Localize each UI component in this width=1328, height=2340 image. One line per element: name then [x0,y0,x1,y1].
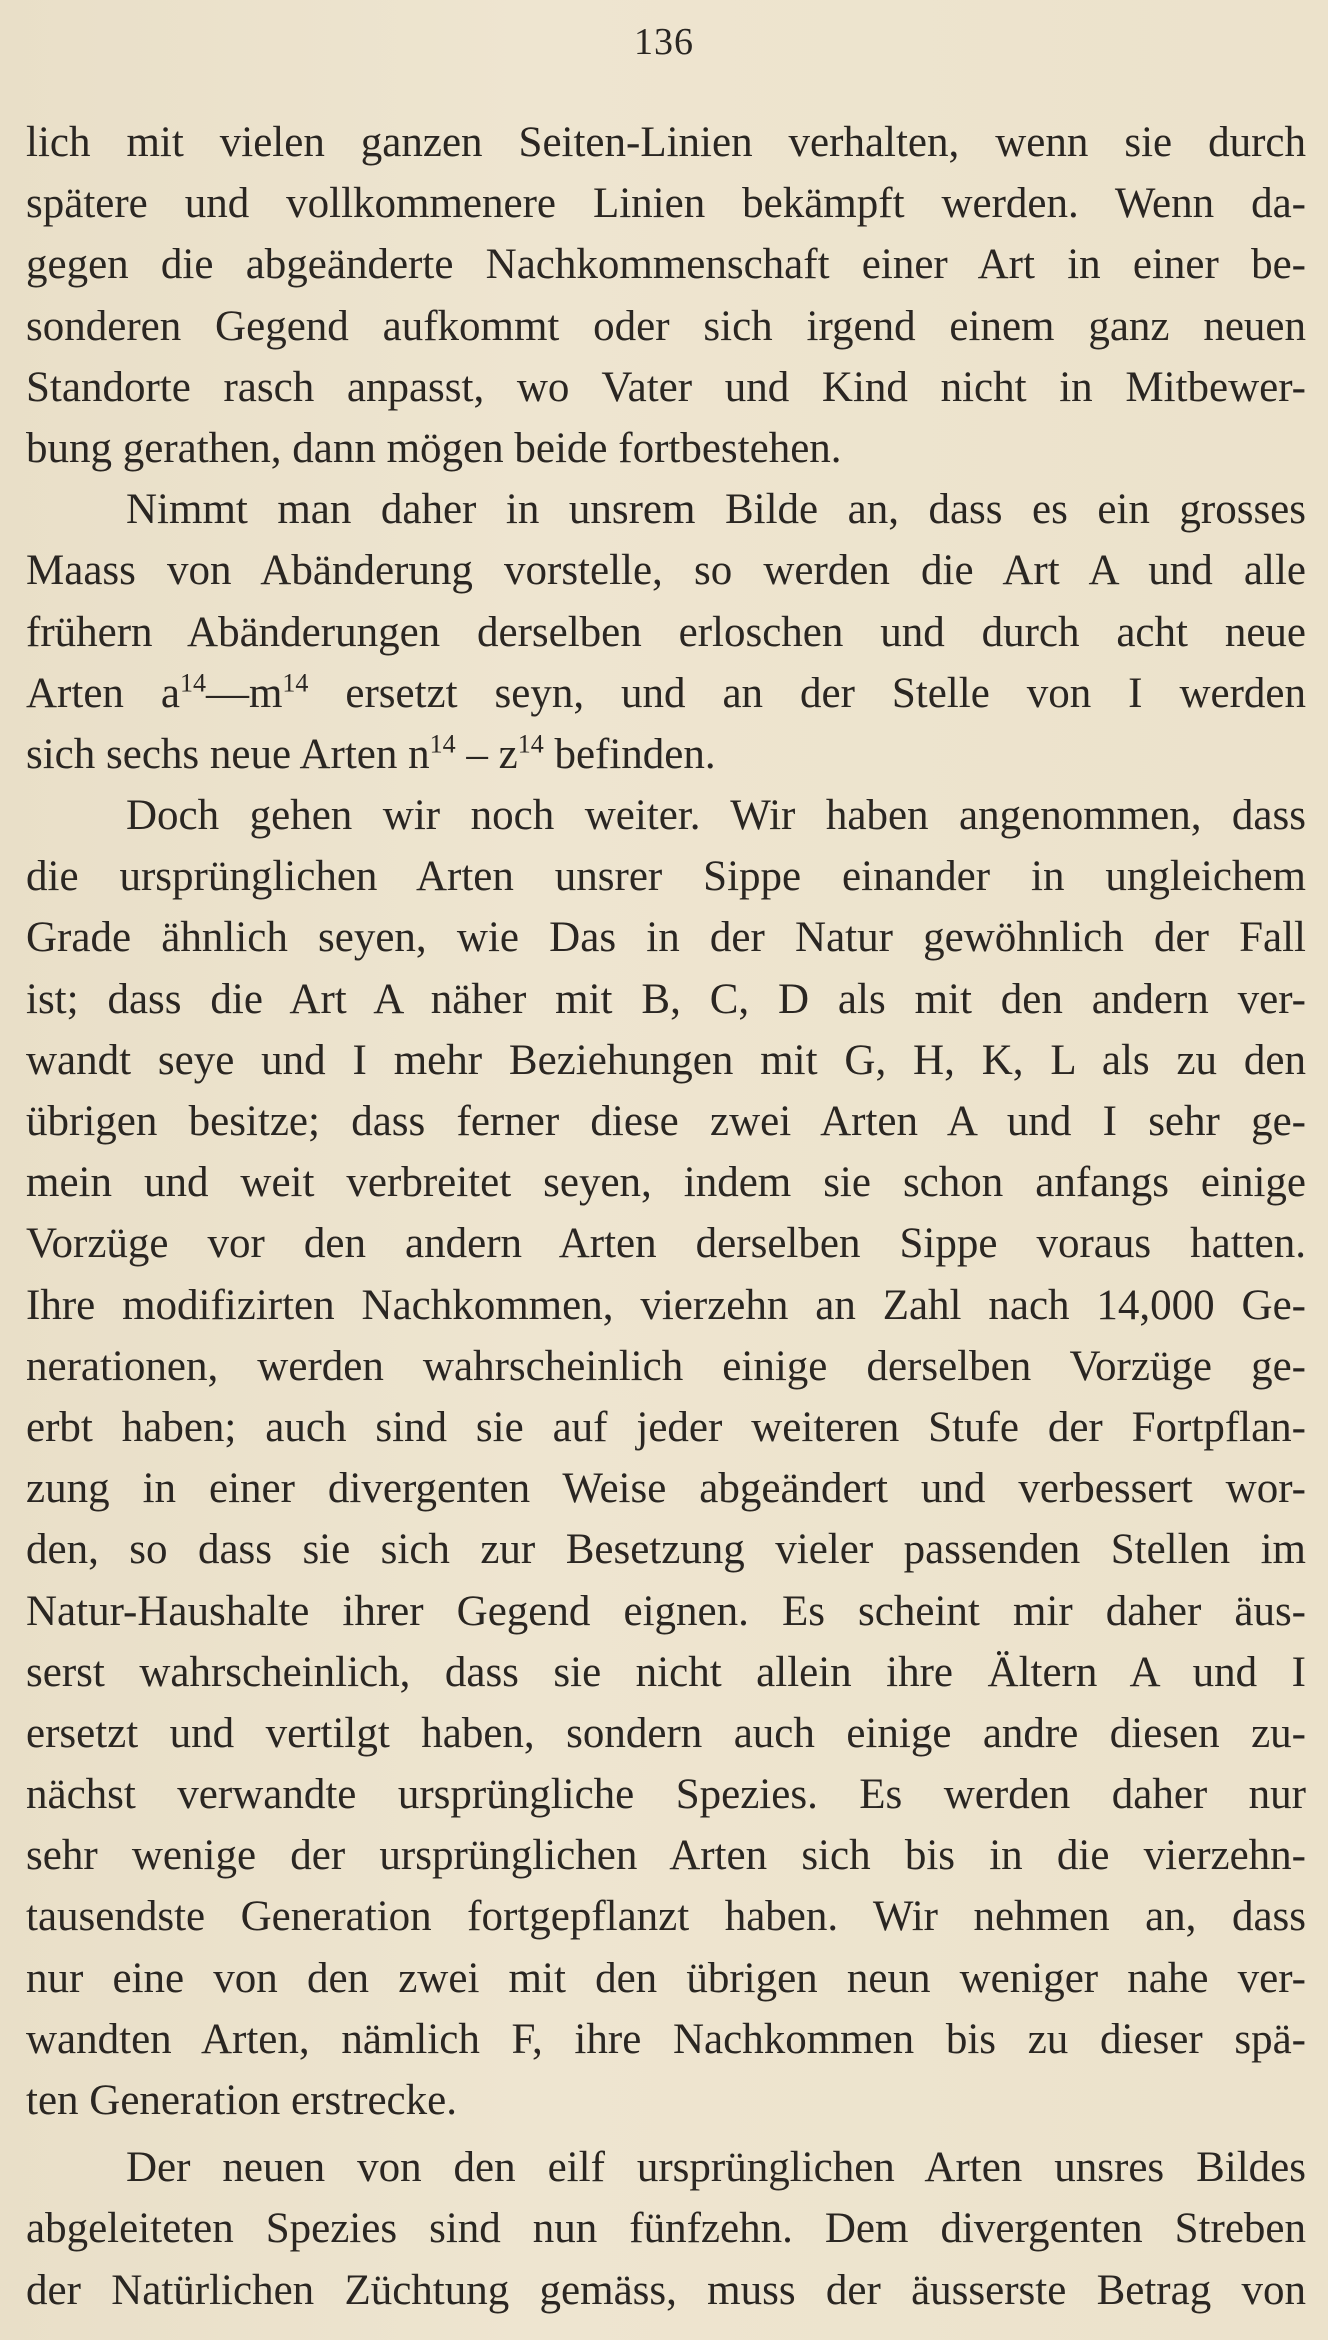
line-segment: ersetzt seyn, und an der Stelle von I werden [308,669,1306,717]
text-line: Grade ähnlich seyen, wie Das in der Natur gewöhnlich der Fall [26,914,1306,962]
text-line: der Natürlichen Züchtung gemäss, muss der äusserste Betrag von [26,2266,1306,2314]
text-line: wandt seye und I mehr Beziehungen mit G, H, K, L als zu den [26,1036,1306,1084]
text-line: serst wahrscheinlich, dass sie nicht allein ihre Ältern A und I [26,1648,1306,1696]
line-segment: – z [455,730,518,778]
text-line-with-superscript [26,663,1306,724]
text-line: übrigen besitze; dass ferner diese zwei Arten A und I sehr ge- [26,1098,1306,1145]
superscript: 14 [282,668,309,698]
superscript: 14 [517,729,544,759]
text-line: lich mit vielen ganzen Seiten-Linien verhalten, wenn sie durch [26,119,1306,166]
text-line: erbt haben; auch sind sie auf jeder weiteren Stufe der Fortpflan- [26,1403,1306,1451]
text-line: bung gerathen, dann mögen beide fortbestehen. [26,424,842,472]
text-line: ten Generation erstrecke. [26,2077,457,2124]
text-line: sonderen Gegend aufkommt oder sich irgend einem ganz neuen [26,302,1306,350]
paragraph-start-line: Der neuen von den eilf ursprünglichen Arten unsres Bildes [126,2144,1306,2192]
line-segment: —m [205,669,283,717]
text-line: nerationen, werden wahrscheinlich einige derselben Vorzüge ge- [26,1342,1306,1390]
text-line: Maass von Abänderung vorstelle, so werden die Art A und alle [26,547,1306,595]
text-line: wandten Arten, nämlich F, ihre Nachkommen bis zu dieser spä- [26,2015,1306,2063]
text-line: den, so dass sie sich zur Besetzung vieler passenden Stellen im [26,1526,1306,1574]
text-line: nächst verwandte ursprüngliche Spezies. Es werden daher nur [26,1771,1306,1819]
superscript: 14 [179,668,206,698]
page-number: 136 [634,21,694,63]
text-line: sehr wenige der ursprünglichen Arten sich bis in die vierzehn- [26,1832,1306,1880]
text-line: ist; dass die Art A näher mit B, C, D als mit den andern ver- [26,975,1306,1023]
text-line: Standorte rasch anpasst, wo Vater und Kind nicht in Mitbewer- [26,363,1306,411]
text-line: abgeleiteten Spezies sind nun fünfzehn. Dem divergenten Streben [26,2205,1306,2253]
text-line: spätere und vollkommenere Linien bekämpft werden. Wenn da- [26,180,1306,228]
text-line-with-superscript [26,724,1306,785]
text-line: mein und weit verbreitet seyen, indem sie schon anfangs einige [26,1159,1306,1207]
text-line: gegen die abgeänderte Nachkommenschaft einer Art in einer be- [26,241,1306,289]
text-line: Vorzüge vor den andern Arten derselben Sippe voraus hatten. [26,1220,1306,1268]
text-line: nur eine von den zwei mit den übrigen neun weniger nahe ver- [26,1954,1306,2002]
line-segment: befinden. [543,730,716,778]
text-line: zung in einer divergenten Weise abgeändert und verbessert wor- [26,1465,1306,1513]
text-line: die ursprünglichen Arten unsrer Sippe einander in ungleichem [26,853,1306,901]
text-line: frühern Abänderungen derselben erloschen und durch acht neue [26,608,1306,656]
text-line: ersetzt und vertilgt haben, sondern auch einige andre diesen zu- [26,1709,1306,1757]
body-text [26,112,1306,2321]
text-line: Natur-Haushalte ihrer Gegend eignen. Es scheint mir daher äus- [26,1587,1306,1635]
text-line: Ihre modifizirten Nachkommen, vierzehn an Zahl nach 14,000 Ge- [26,1281,1306,1329]
text-line: tausendste Generation fortgepflanzt haben. Wir nehmen an, dass [26,1893,1306,1941]
superscript: 14 [429,729,456,759]
paragraph-start-line: Doch gehen wir noch weiter. Wir haben angenommen, dass [126,792,1306,840]
paragraph-start-line: Nimmt man daher in unsrem Bilde an, dass es ein grosses [126,486,1306,534]
line-segment: Arten a [26,669,180,717]
line-segment: sich sechs neue Arten n [26,730,430,778]
